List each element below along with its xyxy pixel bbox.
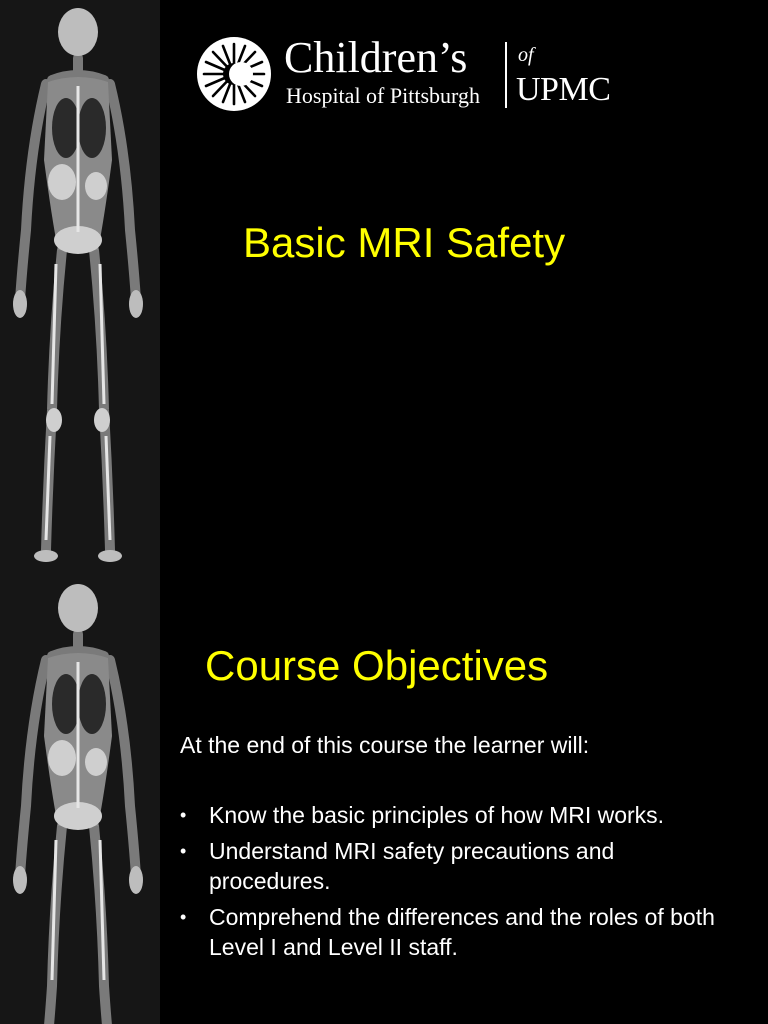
- sunburst-logo-icon: [196, 36, 272, 112]
- bullet-icon: •: [180, 907, 187, 927]
- mri-body-image: [0, 576, 160, 1024]
- logo-divider: [505, 42, 507, 108]
- mri-body-image: [0, 0, 160, 576]
- list-item: [180, 902, 740, 962]
- slide-title-text: Basic MRI Safety: [243, 219, 566, 266]
- objectives-list: [180, 800, 740, 968]
- list-item-text: Comprehend the differences and the roles of both Level I and Level II staff.: [209, 904, 715, 960]
- objectives-intro: At the end of this course the learner will:: [180, 732, 590, 758]
- hospital-logo: [196, 33, 636, 116]
- list-item: [180, 836, 740, 896]
- slide-heading: Course Objectives: [205, 642, 549, 689]
- bullet-icon: •: [180, 841, 187, 861]
- logo-of: of: [518, 44, 534, 66]
- logo-partner: UPMC: [516, 71, 611, 108]
- logo-name: Children’s: [284, 33, 468, 82]
- logo-subtitle: Hospital of Pittsburgh: [286, 83, 480, 108]
- list-item-text: Know the basic principles of how MRI works.: [209, 802, 665, 828]
- list-item-text: Understand MRI safety precautions and procedures.: [209, 838, 615, 894]
- bullet-icon: •: [180, 805, 187, 825]
- slide-objectives: [0, 576, 768, 1024]
- list-item: [180, 800, 740, 830]
